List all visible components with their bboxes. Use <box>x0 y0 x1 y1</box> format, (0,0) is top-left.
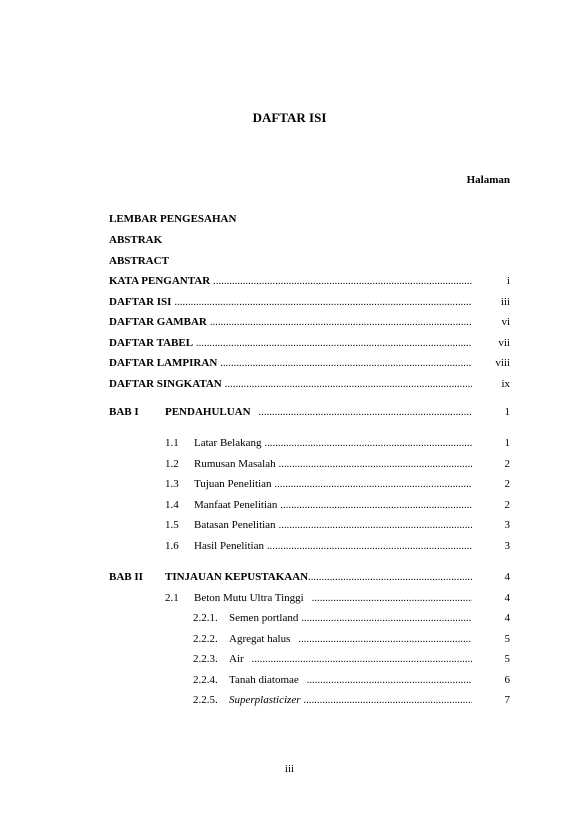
toc-entry-page: 4 <box>504 612 510 624</box>
toc-subsection <box>193 612 510 628</box>
dot-leader <box>304 695 473 706</box>
subsection-label: Superplasticizer <box>229 694 301 706</box>
toc-entry-label: DAFTAR LAMPIRAN <box>109 357 218 369</box>
footer-page-number: iii <box>284 763 295 775</box>
section-number: 1.6 <box>165 540 179 552</box>
chapter-title: PENDAHULUAN <box>165 406 251 418</box>
toc-chapter-bab-2 <box>109 571 510 587</box>
toc-entry-page: viii <box>495 357 510 369</box>
toc-entry-page: iii <box>500 296 510 308</box>
toc-entry-daftar-singkatan <box>109 378 510 394</box>
dot-leader <box>213 276 472 287</box>
toc-entry-page: 4 <box>504 571 510 583</box>
toc-entry-label: ABSTRAK <box>109 234 163 246</box>
toc-entry-page: 6 <box>504 674 510 686</box>
toc-entry-lembar-pengesahan <box>109 213 510 229</box>
dot-leader <box>307 675 472 686</box>
toc-entry-page: 2 <box>504 499 510 511</box>
toc-entry-page: 4 <box>504 592 510 604</box>
subsection-number: 2.2.5. <box>193 694 218 706</box>
toc-section <box>165 540 510 556</box>
dot-leader <box>279 459 472 470</box>
toc-entry-page: 3 <box>504 540 510 552</box>
dot-leader <box>267 541 472 552</box>
subsection-label: Semen portland <box>229 612 299 624</box>
subsection-number: 2.2.2. <box>193 633 218 645</box>
toc-entry-abstrak <box>109 234 510 250</box>
toc-entry-page: 5 <box>504 633 510 645</box>
toc-entry-page: 2 <box>504 478 510 490</box>
subsection-number: 2.2.3. <box>193 653 218 665</box>
section-number: 1.1 <box>165 437 179 449</box>
toc-subsection <box>193 694 510 710</box>
toc-entry-page: i <box>506 275 510 287</box>
section-label: Hasil Penelitian <box>194 540 264 552</box>
subsection-label: Air <box>229 653 244 665</box>
subsection-label: Agregat halus <box>229 633 291 645</box>
section-number: 1.5 <box>165 519 179 531</box>
toc-entry-kata-pengantar <box>109 275 510 291</box>
dot-leader <box>252 654 472 665</box>
page-column-header: Halaman <box>466 174 510 186</box>
dot-leader <box>196 338 472 349</box>
dot-leader <box>312 593 472 604</box>
toc-section <box>165 478 510 494</box>
toc-entry-daftar-isi <box>109 296 510 312</box>
section-number: 1.3 <box>165 478 179 490</box>
toc-entry-page: 2 <box>504 458 510 470</box>
toc-chapter-bab-1 <box>109 406 510 422</box>
dot-leader <box>225 379 472 390</box>
dot-leader <box>265 438 473 449</box>
dot-leader <box>279 520 472 531</box>
chapter-number: BAB II <box>109 571 143 583</box>
toc-entry-page: vii <box>498 337 510 349</box>
toc-title: DAFTAR ISI <box>252 110 327 125</box>
dot-leader <box>275 479 472 490</box>
toc-subsection <box>193 633 510 649</box>
toc-entry-daftar-lampiran <box>109 357 510 373</box>
toc-entry-label: LEMBAR PENGESAHAN <box>109 213 237 225</box>
toc-entry-label: DAFTAR TABEL <box>109 337 194 349</box>
toc-entry-page: 1 <box>504 437 510 449</box>
toc-subsection <box>193 674 510 690</box>
toc-entry-label: DAFTAR GAMBAR <box>109 316 207 328</box>
section-number: 1.4 <box>165 499 179 511</box>
toc-section <box>165 592 510 608</box>
chapter-title: TINJAUAN KEPUSTAKAAN <box>165 571 309 583</box>
toc-entry-label: ABSTRACT <box>109 255 169 267</box>
toc-entry-label: DAFTAR ISI <box>109 296 172 308</box>
toc-section <box>165 519 510 535</box>
toc-section <box>165 437 510 453</box>
toc-section <box>165 458 510 474</box>
dot-leader <box>259 407 472 418</box>
section-label: Beton Mutu Ultra Tinggi <box>194 592 304 604</box>
dot-leader <box>298 634 472 645</box>
toc-entry-page: 7 <box>504 694 510 706</box>
section-label: Manfaat Penelitian <box>194 499 278 511</box>
toc-entry-label: KATA PENGANTAR <box>109 275 211 287</box>
dot-leader <box>308 572 472 583</box>
section-label: Batasan Penelitian <box>194 519 276 531</box>
toc-entry-daftar-gambar <box>109 316 510 332</box>
subsection-number: 2.2.4. <box>193 674 218 686</box>
dot-leader <box>210 317 472 328</box>
dot-leader <box>174 297 472 308</box>
section-number: 1.2 <box>165 458 179 470</box>
toc-section <box>165 499 510 515</box>
chapter-number: BAB I <box>109 406 139 418</box>
toc-entry-page: vi <box>501 316 510 328</box>
subsection-number: 2.2.1. <box>193 612 218 624</box>
toc-entry-abstract <box>109 255 510 271</box>
section-number: 2.1 <box>165 592 179 604</box>
section-label: Tujuan Penelitian <box>194 478 272 490</box>
toc-entry-page: ix <box>501 378 510 390</box>
toc-entry-label: DAFTAR SINGKATAN <box>109 378 222 390</box>
section-label: Latar Belakang <box>194 437 262 449</box>
dot-leader <box>220 358 472 369</box>
toc-entry-page: 1 <box>504 406 510 418</box>
toc-subsection <box>193 653 510 669</box>
dot-leader <box>280 500 472 511</box>
toc-entry-page: 3 <box>504 519 510 531</box>
toc-entry-page: 5 <box>504 653 510 665</box>
dot-leader <box>301 613 472 624</box>
section-label: Rumusan Masalah <box>194 458 276 470</box>
subsection-label: Tanah diatomae <box>229 674 299 686</box>
toc-entry-daftar-tabel <box>109 337 510 353</box>
